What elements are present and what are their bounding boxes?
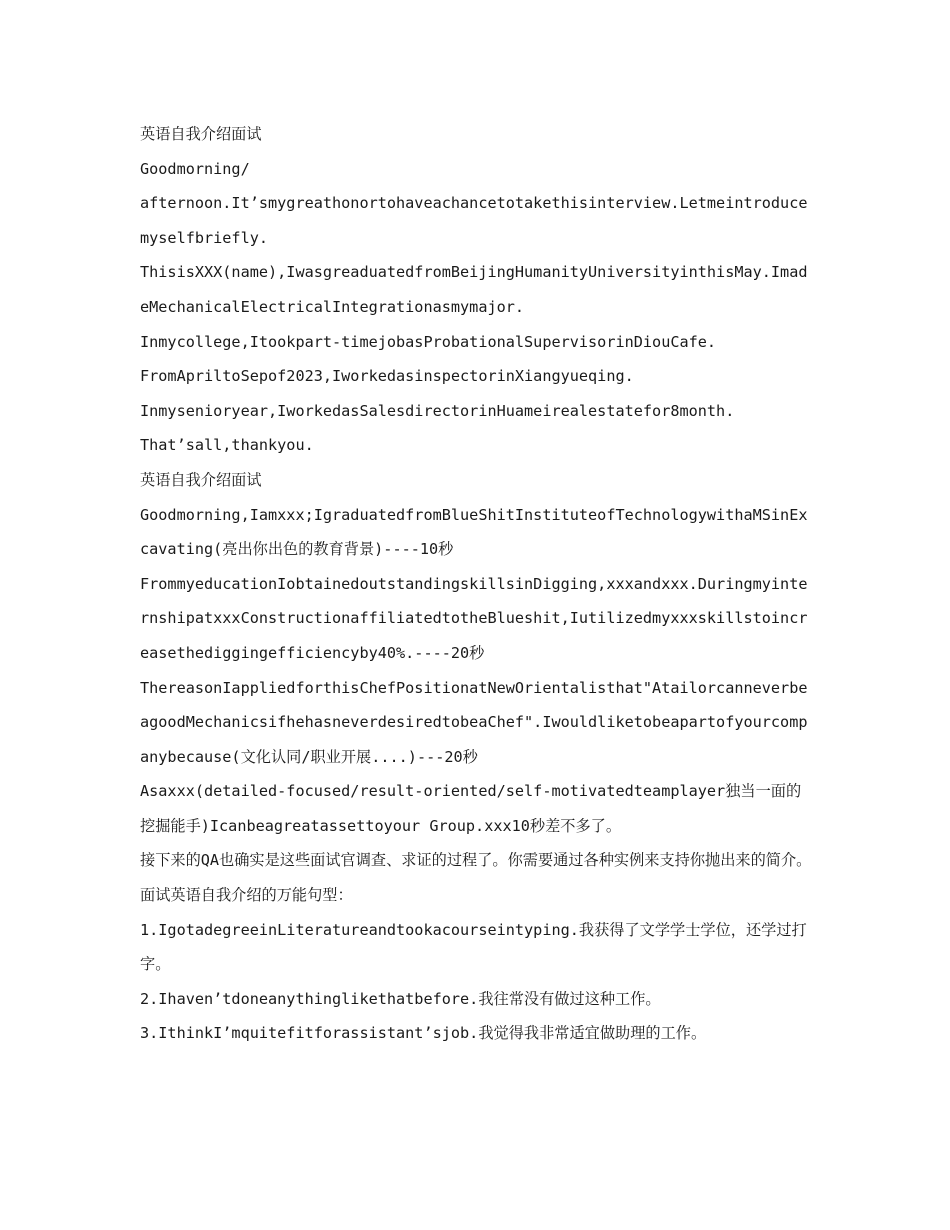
paragraph-closing: That’sall,thankyou. [140, 436, 314, 455]
paragraph-qa: 接下来的QA也确实是这些面试官调查、求证的过程了。你需要通过各种实例来支持你抛出来的简介。 [140, 851, 812, 870]
document-page [140, 117, 812, 1051]
list-item: 1.IgotadegreeinLiteratureandtookacourseintyping.我获得了文学学士学位，还学过打字。 [140, 920, 807, 974]
paragraph-greeting: Goodmorning/ [140, 159, 250, 178]
paragraph-college-job: Inmycollege,Itookpart-timejobasProbationalSupervisorinDiouCafe. [140, 332, 717, 351]
paragraph-reason: ThereasonIappliedforthisChefPositionatNewOrientalisthat"AtailorcanneverbeagoodMechanicsifhehasneverdesiredtobeaChef".Iwouldliketobeapartofyourcompanybecause(文化认同/职业开展....)---20秒 [140, 678, 808, 766]
paragraph-patterns-heading: 面试英语自我介绍的万能句型： [140, 886, 353, 905]
paragraph-intro: afternoon.It’smygreathonortohaveachancetotakethisinterview.Letmeintroducemyselfbriefly. [140, 194, 808, 247]
paragraph-sales: Inmysenioryear,IworkedasSalesdirectorinHuameirealestatefor8month. [140, 401, 735, 420]
list-item: 2.Ihaven’tdoneanythinglikethatbefore.我往常没有做过这种工作。 [140, 989, 661, 1008]
paragraph-asset: Asaxxx(detailed-focused/result-oriented/self-motivatedteamplayer独当一面的挖掘能手)Icanbeagreatassettoyour Group.xxx10秒差不多了。 [140, 782, 802, 835]
list-item: 3.IthinkI’mquitefitforassistant’sjob.我觉得我非常适宜做助理的工作。 [140, 1024, 707, 1043]
paragraph-background: Goodmorning,Iamxxx;IgraduatedfromBlueShitInstituteofTechnologywithaMSinExcavating(亮出你出色的教育背景)----10秒 [140, 505, 808, 559]
heading-2: 英语自我介绍面试 [140, 470, 262, 489]
paragraph-inspector: FromApriltoSepof2023,IworkedasinspectorinXiangyueqing. [140, 367, 634, 386]
heading-1: 英语自我介绍面试 [140, 125, 262, 143]
paragraph-skills: FrommyeducationIobtainedoutstandingskillsinDigging,xxxandxxx.DuringmyinternshipatxxxConstructionaffiliatedtotheBlueshit,Iutilizedmyxxxskillstoincreasethediggingefficiencyby40%.----20秒 [140, 574, 808, 662]
paragraph-education: ThisisXXX(name),IwasgreaduatedfromBeijingHumanityUniversityinthisMay.ImadeMechanicalElectricalIntegrationasmymajor. [140, 263, 808, 316]
